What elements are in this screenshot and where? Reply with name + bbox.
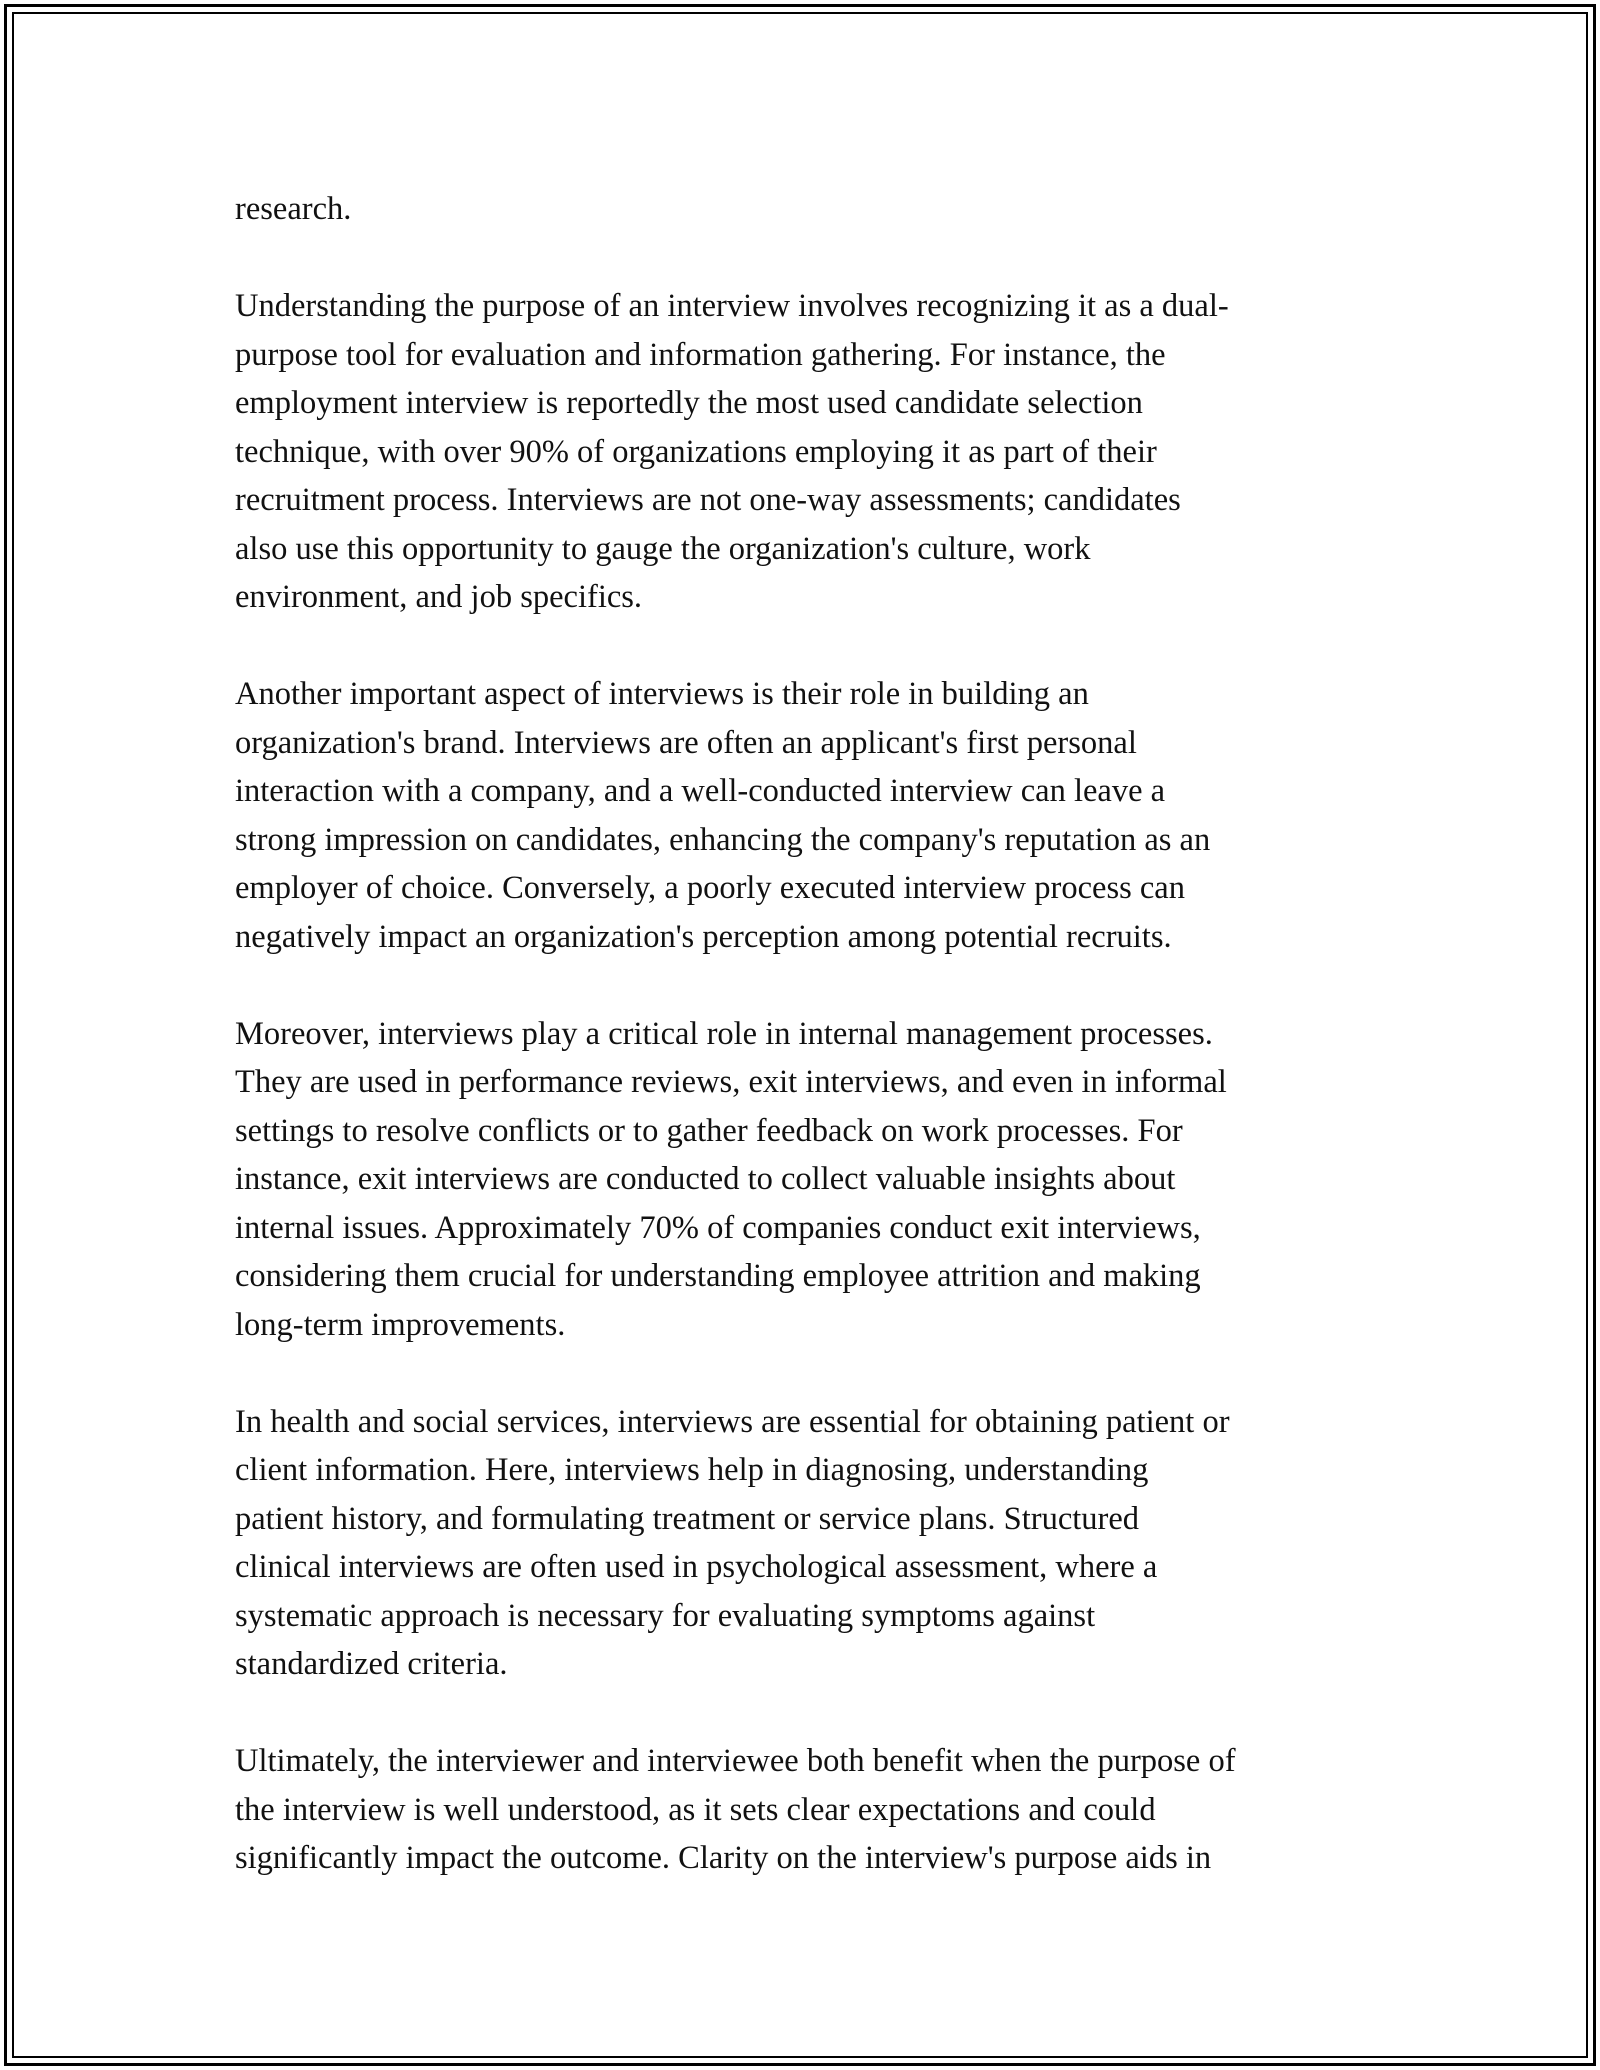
paragraph-research-continuation: research. (235, 191, 352, 227)
paragraph-ultimately: Ultimately, the interviewer and interviewee both benefit when the purpose of the interview is well understood, as it sets clear expectations and could significantly impact the outcome. Clarity on the interview's purpose aids in (235, 1743, 1236, 1876)
paragraph-health-social-services: In health and social services, interviews are essential for obtaining patient or client information. Here, interviews help in diagnosing, understanding patient history, and formulating treatment or service plans. Structured clinical interviews are often used in psychological assessment, where a systematic approach is necessary for evaluating symptoms against standardized criteria. (235, 1403, 1230, 1682)
document-body (235, 185, 1375, 1931)
paragraph-organization-brand: Another important aspect of interviews is their role in building an organization's brand. Interviews are often an applicant's first personal interaction with a company, and a well-conducted interview can leave a strong impression on candidates, enhancing the company's reputation as an employer of choice. Conversely, a poorly executed interview process can negatively impact an organization's perception among potential recruits. (235, 676, 1211, 955)
paragraph-internal-management: Moreover, interviews play a critical role in internal management processes. They are used in performance reviews, exit interviews, and even in informal settings to resolve conflicts or to gather feedback on work processes. For instance, exit interviews are conducted to collect valuable insights about internal issues. Approximately 70% of companies conduct exit interviews, considering them crucial for understanding employee attrition and making long-term improvements. (235, 1015, 1227, 1343)
paragraph-interview-purpose: Understanding the purpose of an interview involves recognizing it as a dual- purpose tool for evaluation and information gathering. For instance, the employment interview is reportedly the most used candidate selection technique, with over 90% of organizations employing it as part of their recruitment process. Interviews are not one-way assessments; candidates also use this opportunity to gauge the organization's culture, work environment, and job specifics. (235, 288, 1229, 615)
